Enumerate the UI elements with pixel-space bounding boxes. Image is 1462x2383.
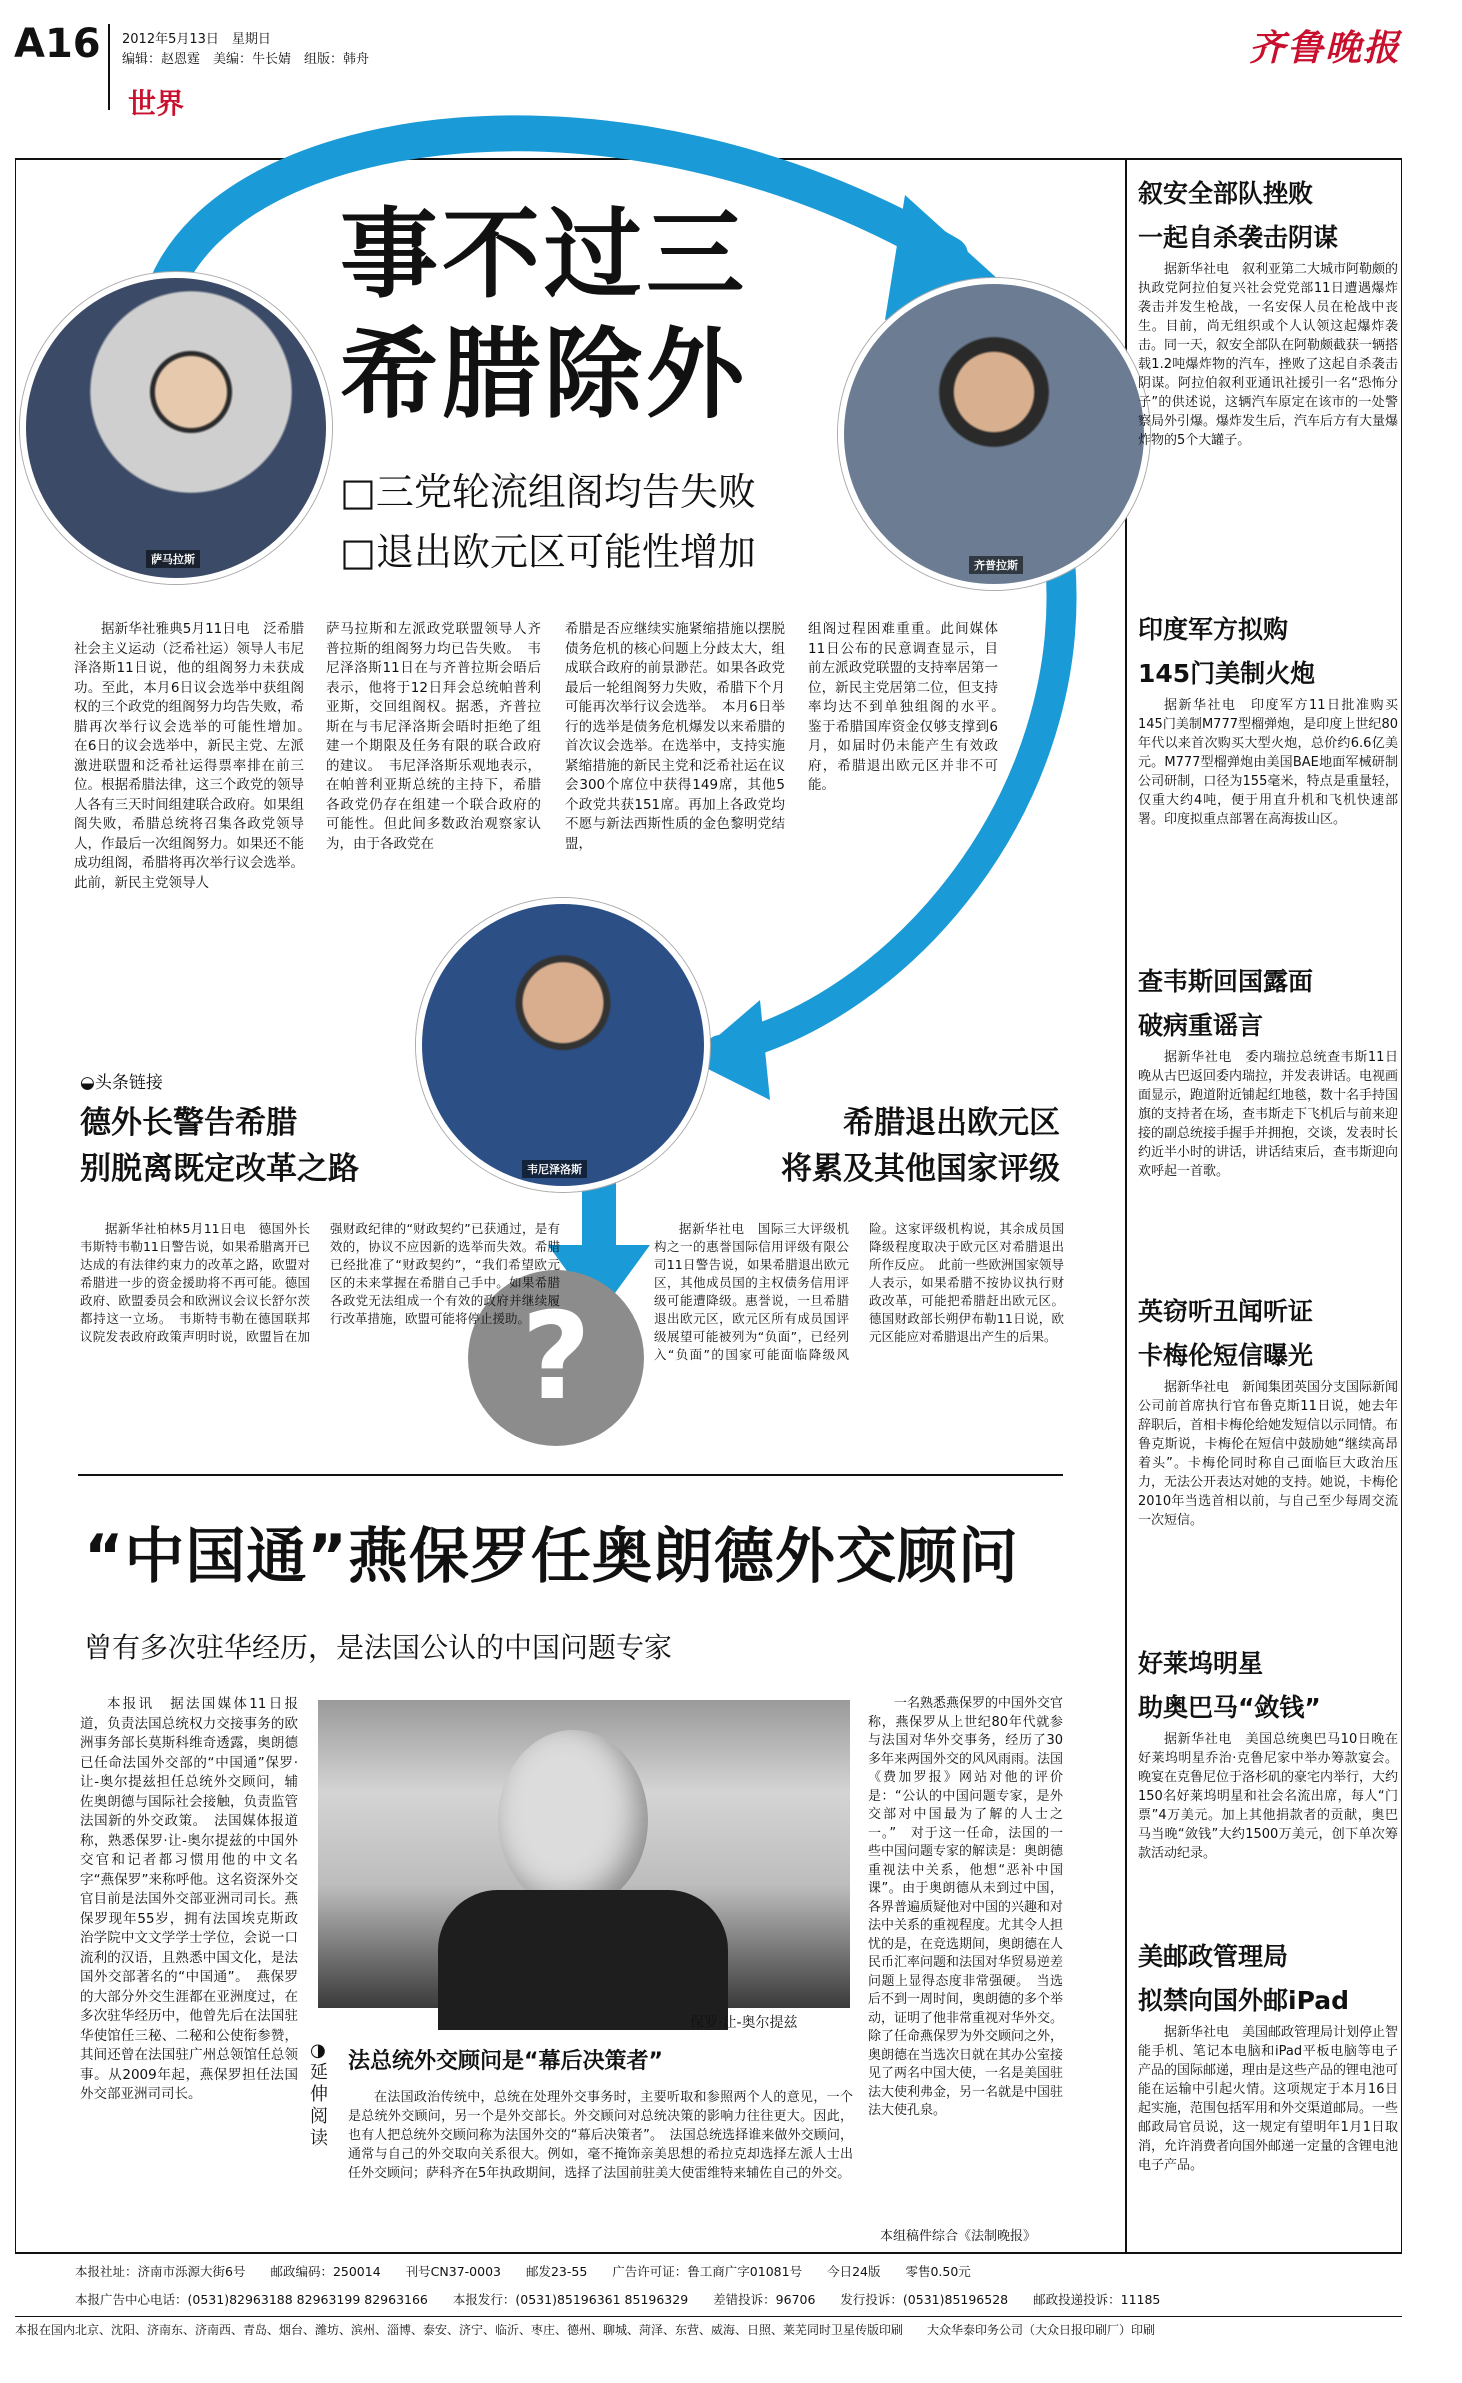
extended-reading-tag: ◑延伸阅读 [310, 2040, 328, 2149]
footer-line-1: 本报社址：济南市泺源大街6号 邮政编码：250014 刊号CN37-0003 邮发23-55 广告许可证：鲁工商广字01081号 今日24版 零售0.50元 [75, 2264, 971, 2279]
linked-left-title-1: 德外长警告希腊 [80, 1105, 297, 1141]
sidebar-body: 据新华社电 委内瑞拉总统查韦斯11日晚从古巴返回委内瑞拉，并发表讲话。电视画面显示，跑道附近铺起红地毯，数十名手持国旗的支持者在场，查韦斯走下飞机后与前来迎接的副总统接手握手并拥抱，交谈，发表时长约近半小时的讲话，讲话结束后，查韦斯迎向欢呼起一首歌。 [1138, 1050, 1399, 1179]
sidebar-title: 好莱坞明星 [1138, 1649, 1264, 1678]
sidebar-title: 查韦斯回国露面 [1138, 967, 1314, 996]
footer-line-3: 本报在国内北京、沈阳、济南东、济南西、青岛、烟台、潍坊、滨州、淄博、泰安、济宁、临沂、枣庄、德州、聊城、菏泽、东营、威海、日照、莱芜同时卫星传版印刷 大众华泰印务公司（大众日报印刷厂）印刷 [15, 2323, 1156, 2337]
linked-left-body: 据新华社柏林5月11日电 德国外长韦斯特韦勒11日警告说，如果希腊离开已达成的有法律约束力的改革之路，欧盟对希腊进一步的资金援助将不再可能。德国政府、欧盟委员会和欧洲议会议长舒尔茨都持这一立场。 韦斯特韦勒在德国联邦议院发表政府政策声明时说，欧盟旨在加强财政纪律的“财政契约”已获通过，是有效的，协议不应因新的选举而失效。希腊已经批准了“财政契约”，“我们希望欧元区的未来掌握在希腊自己手中。如果希腊各政党无法组成一个有效的政府并继续履行改革措施，欧盟可能将停止援助。 [80, 1221, 560, 1344]
linked-right-body: 据新华社电 国际三大评级机构之一的惠誉国际信用评级有限公司11日警告说，如果希腊退出欧元区，其他成员国的主权债务信用评级可能遭降级。惠誉说，一旦希腊退出欧元区，欧元区所有成员国评级展望可能被列为“负面”，已经列入“负面”的国家可能面临降级风险。这家评级机构说，其余成员国降级程度取决于欧元区对希腊退出所作反应。 此前一些欧洲国家领导人表示，如果希腊不按协议执行财政改革，可能把希腊赶出欧元区。德国财政部长朔伊布勒11日说，欧元区能应对希腊退出产生的后果。 [654, 1221, 1064, 1362]
lead-subhead-1: □三党轮流组阁均告失败 [340, 470, 756, 514]
section-rule [78, 1474, 1063, 1476]
sidebar-item-syria [1138, 172, 1398, 542]
feature-col-3: 一名熟悉燕保罗的中国外交官称，燕保罗从上世纪80年代就参与法国对华外交事务，经历了30多年来两国外交的风风雨雨。法国《费加罗报》网站对他的评价是：“公认的中国问题专家，是外交部对中国最为了解的人士之一。” 对于这一任命，法国的一些中国问题专家的解读是：奥朗德重视法中关系，他想“恶补中国课”。由于奥朗德从未到过中国，各界普遍质疑他对中国的兴趣和对法中关系的重视程度。尤其令人担忧的是，在竞选期间，奥朗德在人民币汇率问题和法国对华贸易逆差问题上显得态度非常强硬。 当选后不到一周时间，奥朗德的多个举动，证明了他非常重视对华外交。除了任命燕保罗为外交顾问之外，奥朗德在当选次日就在其办公室接见了两名中国大使，一名是美国驻法大使利弗金，另一名就是中国驻法大使孔泉。 [868, 1696, 1064, 2118]
feature-headline: “中国通”燕保罗任奥朗德外交顾问 [84, 1522, 1019, 1592]
masthead-logo: 齐鲁晚报 [1248, 27, 1401, 69]
footer-rule [15, 2252, 1402, 2254]
lead-col-3: 希腊是否应继续实施紧缩措施以摆脱债务危机的核心问题上分歧太大，组成联合政府的前景渺茫。如果各政党最后一轮组阁努力失败，希腊下个月可能再次举行议会选举。 本月6日举行的选举是债务危机爆发以来希腊的首次议会选举。在选举中，支持实施紧缩措施的新民主党和泛希社运在议会300个席位中获得149席，其他5个政党共获151席。再加上各政党均不愿与新法西斯性质的金色黎明党结盟， [565, 621, 785, 852]
feature-photo-caption: 保罗·让-奥尔提兹 [690, 2015, 798, 2031]
sidebar-item-chavez [1138, 960, 1398, 1290]
question-mark: ? [521, 1288, 591, 1427]
sidebar-title: 助奥巴马“敛钱” [1138, 1693, 1321, 1722]
sidebar-body: 据新华社电 美国邮政管理局计划停止智能手机、笔记本电脑和iPad平板电脑等电子产品的国际邮递，理由是这些产品的锂电池可能在运输中引起火情。这项规定于本月16日起实施，范围包括军用和外交渠道邮局。一些邮政局官员说，这一规定有望明年1月1日取消，允许消费者向国外邮递一定量的含锂电池电子产品。 [1138, 2025, 1399, 2173]
sidebar-title: 印度军方拟购 [1138, 615, 1289, 644]
lead-col-2: 萨马拉斯和左派政党联盟领导人齐普拉斯的组阁努力均已告失败。 韦尼泽洛斯11日在与齐普拉斯会晤后表示，他将于12日拜会总统帕普利亚斯，交回组阁权。据悉，齐普拉斯在与韦尼泽洛斯会晤时拒绝了组建一个期限及任务有限的联合政府的建议。 韦尼泽洛斯乐观地表示，在帕普利亚斯总统的主持下，希腊各政党仍存在组建一个联合政府的可能性。但此间多数政治观察家认为，由于各政党在 [326, 621, 541, 852]
photo-tsipras [838, 278, 1150, 590]
sidebar-body: 据新华社电 印度军方11日批准购买145门美制M777型榴弹炮，是印度上世纪80年代以来首次购买大型火炮，总价约6.6亿美元。M777型榴弹炮由美国BAE地面军械研制公司研制，口径为155毫米，特点是重量轻，仅重大约4吨，便于用直升机和飞机快速部署。印度拟重点部署在高海拔山区。 [1138, 698, 1398, 827]
feature-photo-suit [438, 1890, 728, 2030]
sidebar-title: 叙安全部队挫败 [1138, 179, 1314, 208]
linked-right-title-2: 将累及其他国家评级 [781, 1151, 1060, 1187]
footer-rule-2 [15, 2316, 1402, 2317]
extended-reading-body: 在法国政治传统中，总统在处理外交事务时，主要听取和参照两个人的意见，一个是总统外交顾问，另一个是外交部长。外交顾问对总统决策的影响力往往更大。因此，也有人把总统外交顾问称为法国外交的“幕后决策者”。 法国总统选择谁来做外交顾问，通常与自己的外交取向关系很大。例如，毫不掩饰亲美思想的希拉克却选择左派人士出任外交顾问；萨科齐在5年执政期间，选择了法国前驻美大使雷维特来辅佐自己的外交。 [348, 2090, 853, 2181]
section-name: 世界 [128, 87, 185, 120]
footer-line-2: 本报广告中心电话：(0531)82963188 82963199 82963166 本报发行：(0531)85196361 85196329 差错投诉：96706 发行投诉：(0531)85196528 邮政投递投诉：11185 [75, 2292, 1161, 2307]
linked-left-title-2: 别脱离既定改革之路 [80, 1151, 359, 1187]
sidebar-title: 145门美制火炮 [1138, 659, 1316, 688]
lead-subhead-2: □退出欧元区可能性增加 [340, 530, 756, 574]
sidebar-body: 据新华社电 新闻集团英国分支国际新闻公司前首席执行官布鲁克斯11日说，她去年辞职后，首相卡梅伦给她发短信以示同情。布鲁克斯说，卡梅伦在短信中鼓励她“继续高昂着头”。卡梅伦同时称自己面临巨大政治压力，无法公开表达对她的支持。她说，卡梅伦2010年当选首相以前，与自己至少每周交流一次短信。 [1138, 1380, 1399, 1528]
feature-col-1: 本报讯 据法国媒体11日报道，负责法国总统权力交接事务的欧洲事务部长莫斯科维奇透露，奥朗德已任命法国外交部的“中国通”保罗·让-奥尔提兹担任总统外交顾问，辅佐奥朗德与国际社会接触，负责监管法国新的外交政策。 法国媒体报道称，熟悉保罗·让-奥尔提兹的中国外交官和记者都习惯用他的中文名字“燕保罗”来称呼他。这名资深外交官目前是法国外交部亚洲司司长。燕保罗现年55岁，拥有法国埃克斯政治学院中文文学学士学位，会说一口流利的汉语，且熟悉中国文化，是法国外交部著名的“中国通”。 燕保罗的大部分外交生涯都在亚洲度过，在多次驻华经历中，他曾先后在法国驻华使馆任三秘、二秘和公使衔参赞，其间还曾在法国驻广州总领馆任总领事。从2009年起，燕保罗担任法国外交部亚洲司司长。 [80, 1696, 298, 2102]
frame-right [1401, 158, 1402, 2253]
linked-tag: ◒头条链接 [80, 1073, 163, 1093]
sidebar-item-uk [1138, 1290, 1398, 1635]
page-date: 2012年5月13日 星期日 [122, 32, 271, 47]
sidebar-body: 据新华社电 美国总统奥巴马10日晚在好莱坞明星乔治·克鲁尼家中举办筹款宴会。晚宴在克鲁尼位于洛杉矶的豪宅内举行，大约150名好莱坞明星和社会名流出席，每人“门票”4万美元。加上其他捐款者的贡献，奥巴马当晚“敛钱”大约1500万美元，创下单次筹款活动纪录。 [1138, 1732, 1399, 1861]
sidebar-item-india [1138, 608, 1398, 953]
page-editors: 编辑：赵恩霆 美编：牛长婧 组版：韩舟 [122, 52, 370, 67]
lead-col-1: 据新华社雅典5月11日电 泛希腊社会主义运动（泛希社运）领导人韦尼泽洛斯11日说，他的组阁努力未获成功。至此，本月6日议会选举中获组阁权的三个政党的组阁努力均告失败，希腊再次举行议会选举的可能性增加。 在6日的议会选举中，新民主党、左派激进联盟和泛希社运得票率排在前三位。根据希腊法律，这三个政党的领导人各有三天时间组建联合政府。如果组阁失败，希腊总统将召集各政党领导人，作最后一次组阁努力。如果还不能成功组阁，希腊将再次举行议会选举。此前，新民主党领导人 [74, 621, 318, 891]
feature-col-3-credit: 本组稿件综合《法制晚报》 [880, 2229, 1037, 2244]
photo-venizelos-caption: 韦尼泽洛斯 [522, 1160, 587, 1178]
sidebar-title: 卡梅伦短信曝光 [1138, 1341, 1314, 1370]
sidebar-body: 据新华社电 叙利亚第二大城市阿勒颇的执政党阿拉伯复兴社会党党部11日遭遇爆炸袭击并发生枪战，一名安保人员在枪战中丧生。目前，尚无组织或个人认领这起爆炸袭击。同一天，叙安全部队在阿勒颇截获一辆搭载1.2吨爆炸物的汽车，挫败了这起自杀袭击阴谋。阿拉伯叙利亚通讯社援引一名“恐怖分子”的供述说，这辆汽车原定在该市的一处警察局外引爆。爆炸发生后，汽车后方有大量爆炸物的5个大罐子。 [1138, 262, 1399, 448]
feature-subhead: 曾有多次驻华经历，是法国公认的中国问题专家 [84, 1631, 673, 1664]
sidebar-title: 一起自杀袭击阴谋 [1138, 223, 1339, 252]
linked-right-title-1: 希腊退出欧元区 [843, 1105, 1060, 1141]
lead-headline-line1: 事不过三 [340, 197, 749, 312]
lead-headline-line2: 希腊除外 [340, 317, 749, 432]
lead-col-4: 组阁过程困难重重。此间媒体11日公布的民意调查显示，目前左派政党联盟的支持率居第一位，新民主党居第二位，但支持率均达不到单独组阁的水平。 鉴于希腊国库资金仅够支撑到6月，如届时仍未能产生有效政府，希腊退出欧元区并非不可能。 [808, 621, 1012, 793]
photo-samaras-caption: 萨马拉斯 [146, 550, 200, 568]
photo-samaras [20, 272, 332, 584]
sidebar-title: 美邮政管理局 [1138, 1942, 1289, 1971]
feature-photo-head [498, 1730, 648, 1910]
sidebar-title: 破病重谣言 [1138, 1011, 1264, 1040]
sidebar-item-usps [1138, 1935, 1398, 2245]
extended-reading-title: 法总统外交顾问是“幕后决策者” [348, 2049, 663, 2074]
feature-photo [318, 1700, 850, 2008]
sidebar-title: 英窃听丑闻听证 [1138, 1297, 1314, 1326]
photo-tsipras-caption: 齐普拉斯 [969, 556, 1023, 574]
page-number: A16 [14, 21, 101, 67]
sidebar-item-hollywood [1138, 1642, 1398, 1932]
sidebar-title: 拟禁向国外邮iPad [1138, 1986, 1349, 2015]
